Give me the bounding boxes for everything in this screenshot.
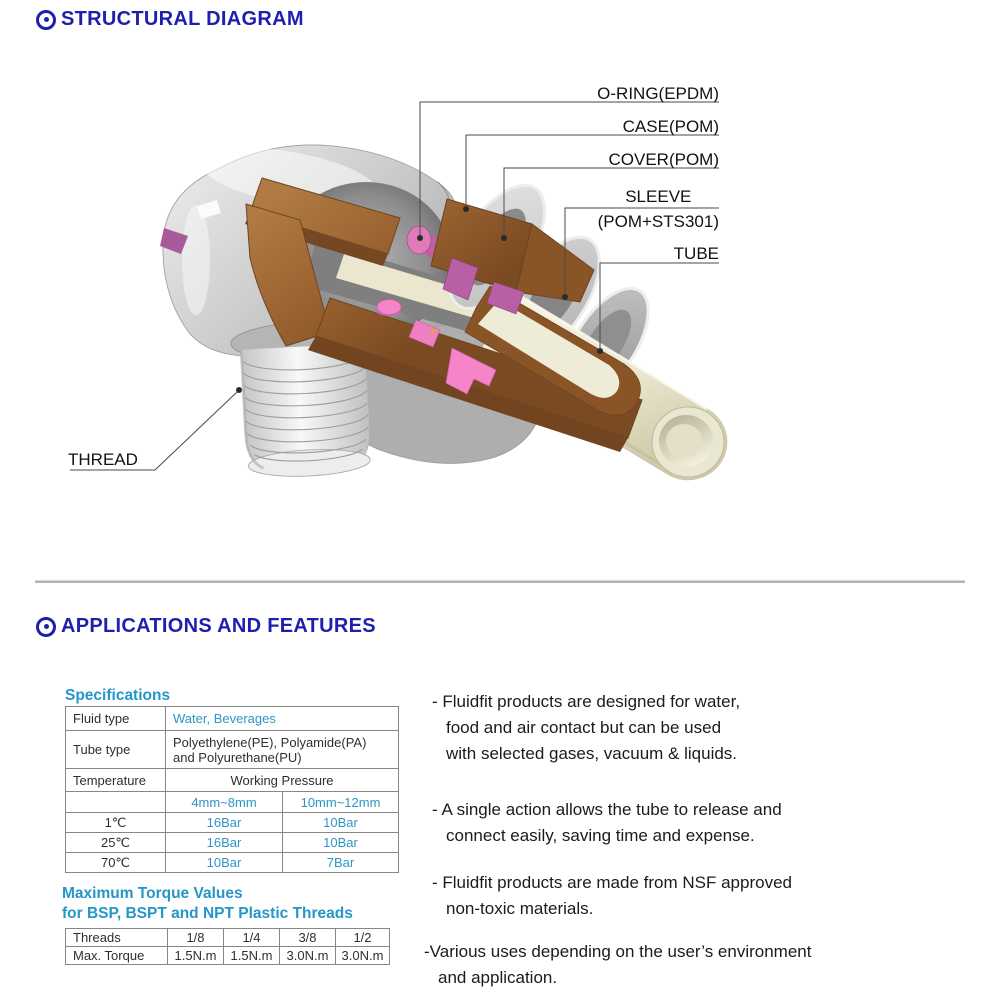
label-sleeve-line1: SLEEVE: [625, 187, 692, 206]
applications-section-title: [36, 615, 376, 638]
section-bullet-icon: [36, 617, 56, 637]
pressure-value-cell: 10Bar: [166, 853, 283, 873]
feature-line: - A single action allows the tube to release and: [432, 800, 782, 819]
label-sleeve-line2: (POM+STS301): [597, 212, 719, 231]
size-range-cell: 4mm~8mm: [166, 792, 283, 813]
fluid-type-label-cell: Fluid type: [66, 707, 166, 731]
thread-size-cell: 1/2: [336, 929, 390, 947]
label-case: CASE(POM): [622, 117, 719, 136]
pressure-value-cell: 10Bar: [283, 813, 399, 833]
label-sleeve: [598, 184, 719, 234]
torque-value-cell: 1.5N.m: [224, 947, 280, 965]
specifications-heading: Specifications: [65, 687, 171, 704]
thread-size-cell: 1/8: [168, 929, 224, 947]
temperature-value-cell: 1℃: [66, 813, 166, 833]
applications-title-text: APPLICATIONS AND FEATURES: [61, 615, 376, 637]
size-range-cell: 10mm~12mm: [283, 792, 399, 813]
feature-item: [424, 797, 999, 849]
working-pressure-label-cell: Working Pressure: [166, 769, 399, 792]
torque-table: [65, 928, 390, 965]
temperature-value-cell: 70℃: [66, 853, 166, 873]
feature-item: [424, 689, 999, 767]
feature-line: -Various uses depending on the user’s environment: [424, 942, 812, 961]
torque-heading-line2: for BSP, BSPT and NPT Plastic Threads: [62, 905, 353, 922]
feature-line: connect easily, saving time and expense.: [446, 826, 755, 845]
max-torque-label-cell: Max. Torque: [66, 947, 168, 965]
feature-line: - Fluidfit products are designed for water,: [432, 692, 741, 711]
feature-item: [424, 939, 999, 991]
feature-item: [424, 870, 999, 922]
feature-line: with selected gases, vacuum & liquids.: [446, 744, 738, 763]
torque-heading-line1: Maximum Torque Values: [62, 885, 243, 902]
specifications-table: [65, 706, 399, 873]
feature-line: - Fluidfit products are made from NSF approved: [432, 873, 792, 892]
pressure-value-cell: 7Bar: [283, 853, 399, 873]
pressure-value-cell: 16Bar: [166, 833, 283, 853]
label-cover: COVER(POM): [608, 150, 719, 169]
temperature-label-cell: Temperature: [66, 769, 166, 792]
temperature-value-cell: 25℃: [66, 833, 166, 853]
thread-size-cell: 3/8: [280, 929, 336, 947]
pressure-value-cell: 10Bar: [283, 833, 399, 853]
torque-value-cell: 1.5N.m: [168, 947, 224, 965]
thread-size-cell: 1/4: [224, 929, 280, 947]
feature-line: non-toxic materials.: [446, 899, 594, 918]
structural-title-text: STRUCTURAL DIAGRAM: [61, 8, 304, 30]
tube-type-label-cell: Tube type: [66, 731, 166, 769]
pressure-value-cell: 16Bar: [166, 813, 283, 833]
section-divider: [35, 580, 965, 583]
label-thread: THREAD: [68, 450, 138, 469]
label-tube: TUBE: [673, 244, 719, 263]
torque-value-cell: 3.0N.m: [336, 947, 390, 965]
feature-line: and application.: [438, 968, 558, 987]
tube-type-value-cell: Polyethylene(PE), Polyamide(PA) and Polyurethane(PU): [166, 731, 399, 769]
empty-cell: [66, 792, 166, 813]
label-o-ring: O-RING(EPDM): [597, 84, 719, 103]
torque-heading: [62, 884, 353, 924]
fluid-type-value-cell: Water, Beverages: [166, 707, 399, 731]
feature-line: food and air contact but can be used: [446, 718, 722, 737]
threads-label-cell: Threads: [66, 929, 168, 947]
torque-value-cell: 3.0N.m: [280, 947, 336, 965]
